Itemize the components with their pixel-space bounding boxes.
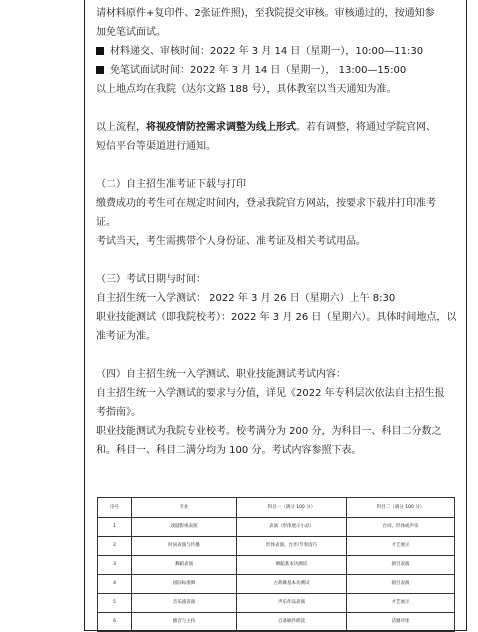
section2-line1: 缴费成功的考生可在规定时间内，登录我院官方网站，按要求下载并打印准考	[96, 198, 436, 209]
square-bullet-icon	[96, 66, 104, 74]
cell-major: 国际标准舞	[132, 575, 237, 594]
section4-line1: 自主招生统一入学测试的要求与分值，详见《2022 年专科层次依法自主招生报	[96, 388, 445, 399]
cell-index: 4	[98, 575, 132, 594]
cell-major: 戏剧影视表演	[132, 518, 237, 537]
section2-line3: 考试当天，考生需携带个人身份证、准考证及相关考试用品。	[96, 236, 366, 247]
cell-index: 5	[98, 594, 132, 613]
section3-line1: 自主招生统一入学测试： 2022 年 3 月 26 日（星期六）上午 8:30	[96, 293, 396, 304]
notice-emphasis: 将视疫情防控需求调整为线上形式	[146, 122, 296, 133]
cell-major: 舞蹈表演	[132, 556, 237, 575]
cell-major: 时尚表演与传播	[132, 537, 237, 556]
cell-index: 3	[98, 556, 132, 575]
cell-subject-2: 剧目表演	[347, 575, 455, 594]
table-row	[98, 556, 455, 575]
cell-subject-1: 形体表演、台步/节奏技巧	[237, 537, 347, 556]
document-body	[96, 4, 464, 460]
header-subject-1: 科目一（满分 100 分）	[237, 498, 347, 518]
table-row	[98, 575, 455, 594]
table-row	[98, 537, 455, 556]
cell-subject-2: 剧目表演	[347, 556, 455, 575]
schedule-item-1-text: 材料递交、审核时间：2022 年 3 月 14 日（星期一），10:00—11:30	[110, 46, 424, 57]
subject-table	[97, 497, 455, 632]
section4-line4: 和。科目一、科目二满分均为 100 分。考试内容参照下表。	[96, 445, 362, 456]
table-header-row	[98, 498, 455, 518]
schedule-item-2-text: 免笔试面试时间：2022 年 3 月 14 日（星期一）， 13:00—15:00	[110, 65, 407, 76]
square-bullet-icon	[96, 47, 104, 55]
notice-suffix: 。若有调整，将通过学院官网、	[296, 122, 436, 133]
cell-subject-2: 才艺展示	[347, 537, 455, 556]
cell-subject-2: 话题评述	[347, 613, 455, 632]
table-row	[98, 594, 455, 613]
cell-subject-2: 才艺展示	[347, 594, 455, 613]
cell-subject-1: 表演（形体展示小品）	[237, 518, 347, 537]
schedule-item-1	[96, 42, 464, 61]
section3-line2: 职业技能测试（即我院校考）：2022 年 3 月 26 日（星期六）。具体时间地点，以	[96, 312, 457, 323]
cell-subject-1: 古典舞基本功测试	[237, 575, 347, 594]
cell-subject-1: 自备稿件朗读	[237, 613, 347, 632]
schedule-item-2	[96, 61, 464, 80]
section3-heading: （三）考试日期与时间：	[96, 274, 206, 285]
cell-major: 音乐剧表演	[132, 594, 237, 613]
cell-subject-1: 声乐作品表演	[237, 594, 347, 613]
header-subject-2: 科目二（满分 100 分）	[347, 498, 455, 518]
section4-line3: 职业技能测试为我院专业校考。校考满分为 200 分，为科目一、科目二分数之	[96, 426, 442, 437]
section2-heading: （二）自主招生准考证下载与打印	[96, 179, 246, 190]
notice-prefix: 以上流程，	[96, 122, 146, 133]
cell-index: 2	[98, 537, 132, 556]
cell-index: 1	[98, 518, 132, 537]
cell-index: 6	[98, 613, 132, 632]
header-major: 专业	[132, 498, 237, 518]
section2-line2: 证。	[96, 217, 116, 228]
para1-line2: 加免笔试面试。	[96, 27, 166, 38]
section4-heading: （四）自主招生统一入学测试、职业技能测试考试内容：	[96, 369, 346, 380]
section4-line2: 考指南》。	[96, 407, 141, 418]
cell-subject-2: 台词、形体或声乐	[347, 518, 455, 537]
cell-major: 播音与主持	[132, 613, 237, 632]
schedule-note: 以上地点均在我院（达尔文路 188 号），具体教室以当天通知为准。	[96, 84, 397, 95]
para1-line1: 请材料原件+复印件、2张证件照)，至我院提交审核。审核通过的，按通知参	[96, 8, 435, 19]
table-row	[98, 613, 455, 632]
header-index: 序号	[98, 498, 132, 518]
cell-subject-1: 舞蹈基本功测试	[237, 556, 347, 575]
notice-line1	[96, 118, 464, 137]
section3-line3: 准考证为准。	[96, 331, 156, 342]
notice-line2: 短信平台等渠道进行通知。	[96, 141, 216, 152]
table-row	[98, 518, 455, 537]
